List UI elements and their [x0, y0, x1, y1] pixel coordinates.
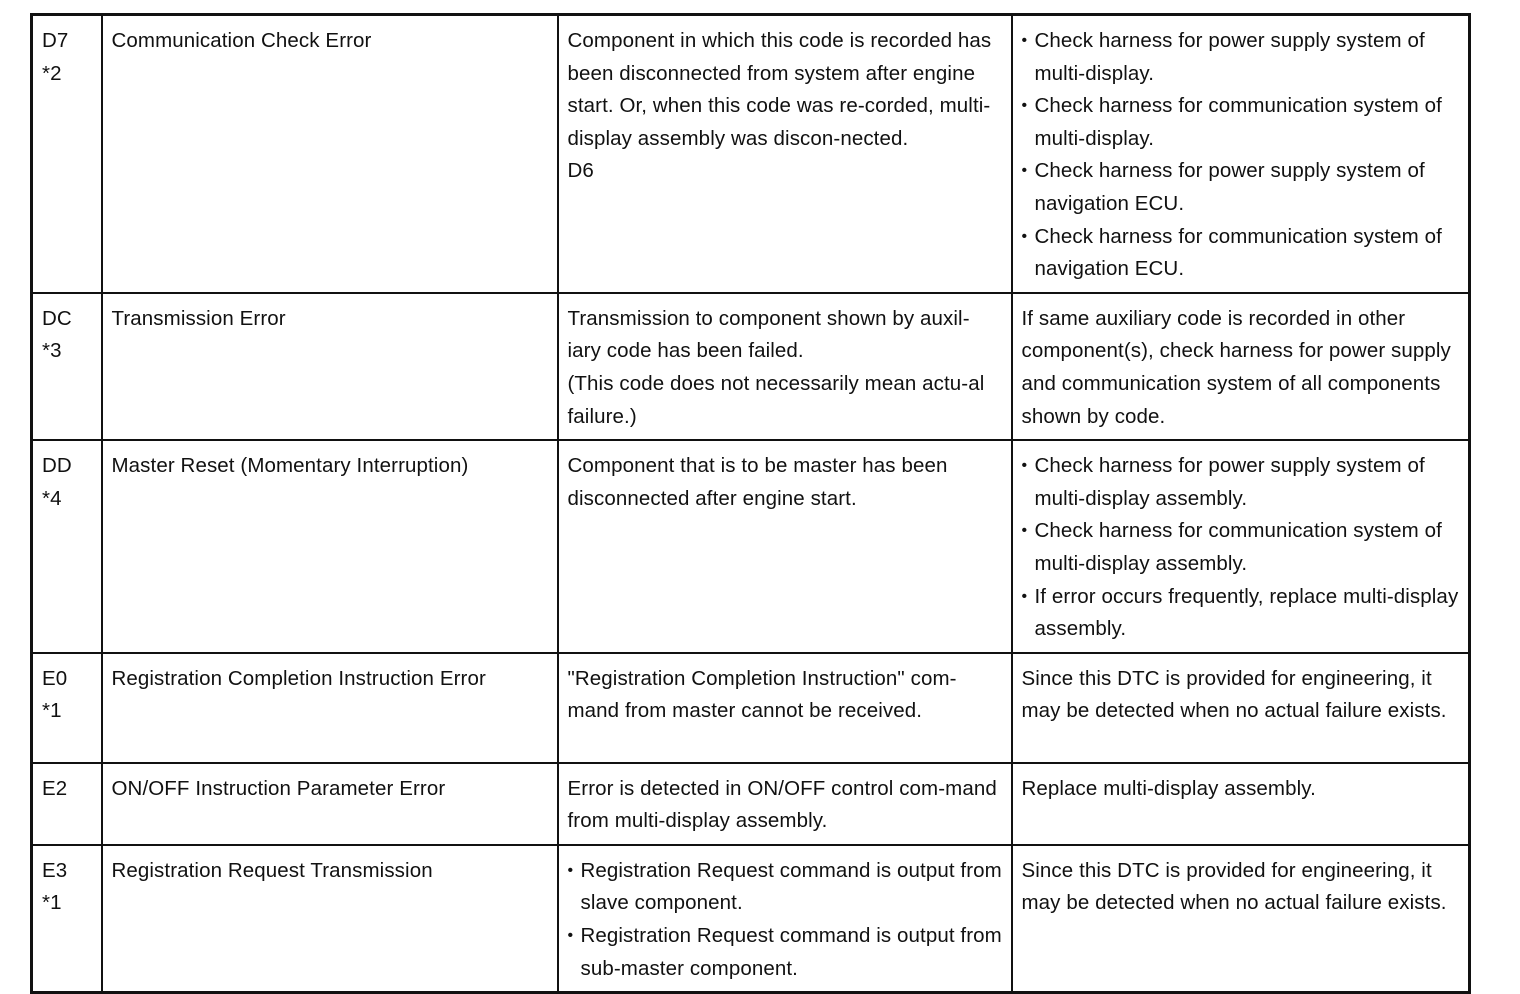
dtc-name: Master Reset (Momentary Interruption) — [111, 454, 469, 478]
action-cell — [1012, 653, 1470, 763]
action-text: Since this DTC is provided for engineering, it may be detected when no actual failure exists. — [1021, 858, 1447, 915]
dtc-code-cell — [32, 763, 102, 845]
list-item: • Check harness for communication system of multi-display. — [1022, 90, 1461, 155]
detection-cell — [558, 293, 1012, 440]
action-cell — [1012, 845, 1470, 993]
dtc-code-cell — [32, 845, 102, 993]
action-text: If same auxiliary code is recorded in other component(s), check harness for power supply and communication system of all components shown by code. — [1021, 306, 1451, 428]
detection-list — [568, 855, 1003, 985]
detection-text: Component that is to be master has been disconnected after engine start. — [567, 454, 948, 510]
detection-text: Component in which this code is recorded has been disconnected from system after engine start. Or, when this code was re-corded, multi-display assembly was discon-nected. — [567, 29, 992, 150]
dtc-code-cell — [32, 15, 102, 293]
list-item: • Check harness for power supply system of navigation ECU. — [1022, 155, 1461, 220]
detection-text: Transmission to component shown by auxil-iary code has been failed. — [567, 306, 970, 363]
table-row — [32, 763, 1470, 845]
dtc-code-cell — [32, 440, 102, 653]
dtc-code: E2 — [42, 776, 68, 800]
table-row — [32, 440, 1470, 653]
list-item: • Check harness for communication system of multi-display assembly. — [1022, 515, 1461, 580]
list-item: • Check harness for power supply system of multi-display. — [1022, 25, 1461, 90]
table-row — [32, 653, 1470, 763]
action-list — [1022, 25, 1461, 286]
dtc-name: Registration Completion Instruction Error — [111, 666, 486, 690]
table-row — [32, 15, 1470, 293]
dtc-code: D7 — [42, 29, 69, 52]
dtc-code: E0 — [42, 666, 68, 690]
action-cell — [1012, 15, 1470, 293]
detection-cell — [558, 845, 1012, 993]
dtc-note: *4 — [42, 486, 62, 510]
action-list — [1022, 450, 1461, 646]
dtc-note: *3 — [42, 339, 62, 363]
dtc-note: *2 — [42, 61, 62, 85]
table-row — [32, 845, 1470, 993]
detection-text: "Registration Completion Instruction" com-mand from master cannot be received. — [567, 666, 957, 723]
dtc-note: *1 — [42, 699, 62, 723]
detection-cell — [558, 15, 1012, 293]
list-item: • Check harness for power supply system of multi-display assembly. — [1022, 450, 1461, 515]
list-item: • Check harness for communication system of navigation ECU. — [1022, 221, 1461, 286]
detection-cell — [558, 763, 1012, 845]
dtc-name-cell — [102, 763, 558, 845]
action-cell — [1012, 763, 1470, 845]
detection-cell — [558, 653, 1012, 763]
table-row — [32, 293, 1470, 440]
detection-text: Error is detected in ON/OFF control com-mand from multi-display assembly. — [567, 776, 997, 833]
dtc-name-cell — [102, 845, 558, 993]
dtc-code: DC — [42, 306, 72, 330]
action-text: Since this DTC is provided for engineering, it may be detected when no actual failure exists. — [1021, 666, 1447, 723]
dtc-name-cell — [102, 653, 558, 763]
dtc-code: E3 — [42, 858, 68, 882]
dtc-name-cell — [102, 293, 558, 440]
dtc-name: Registration Request Transmission — [111, 858, 433, 882]
dtc-name: Transmission Error — [111, 306, 286, 330]
list-item: • Registration Request command is output from sub-master component. — [568, 920, 1003, 985]
dtc-name-cell — [102, 15, 558, 293]
list-item: • If error occurs frequently, replace multi-display assembly. — [1022, 581, 1461, 646]
action-text: Replace multi-display assembly. — [1021, 776, 1316, 800]
dtc-code-cell — [32, 293, 102, 440]
dtc-name: ON/OFF Instruction Parameter Error — [111, 776, 446, 800]
dtc-name-cell — [102, 440, 558, 653]
list-item: • Registration Request command is output from slave component. — [568, 855, 1003, 920]
detection-cell — [558, 440, 1012, 653]
detection-text: D6 — [567, 159, 594, 183]
action-cell — [1012, 440, 1470, 653]
action-cell — [1012, 293, 1470, 440]
dtc-code: DD — [42, 454, 72, 478]
detection-text: (This code does not necessarily mean actu-al failure.) — [567, 371, 985, 428]
dtc-name: Communication Check Error — [111, 29, 372, 52]
dtc-table — [30, 13, 1471, 994]
dtc-note: *1 — [42, 891, 62, 915]
dtc-code-cell — [32, 653, 102, 763]
